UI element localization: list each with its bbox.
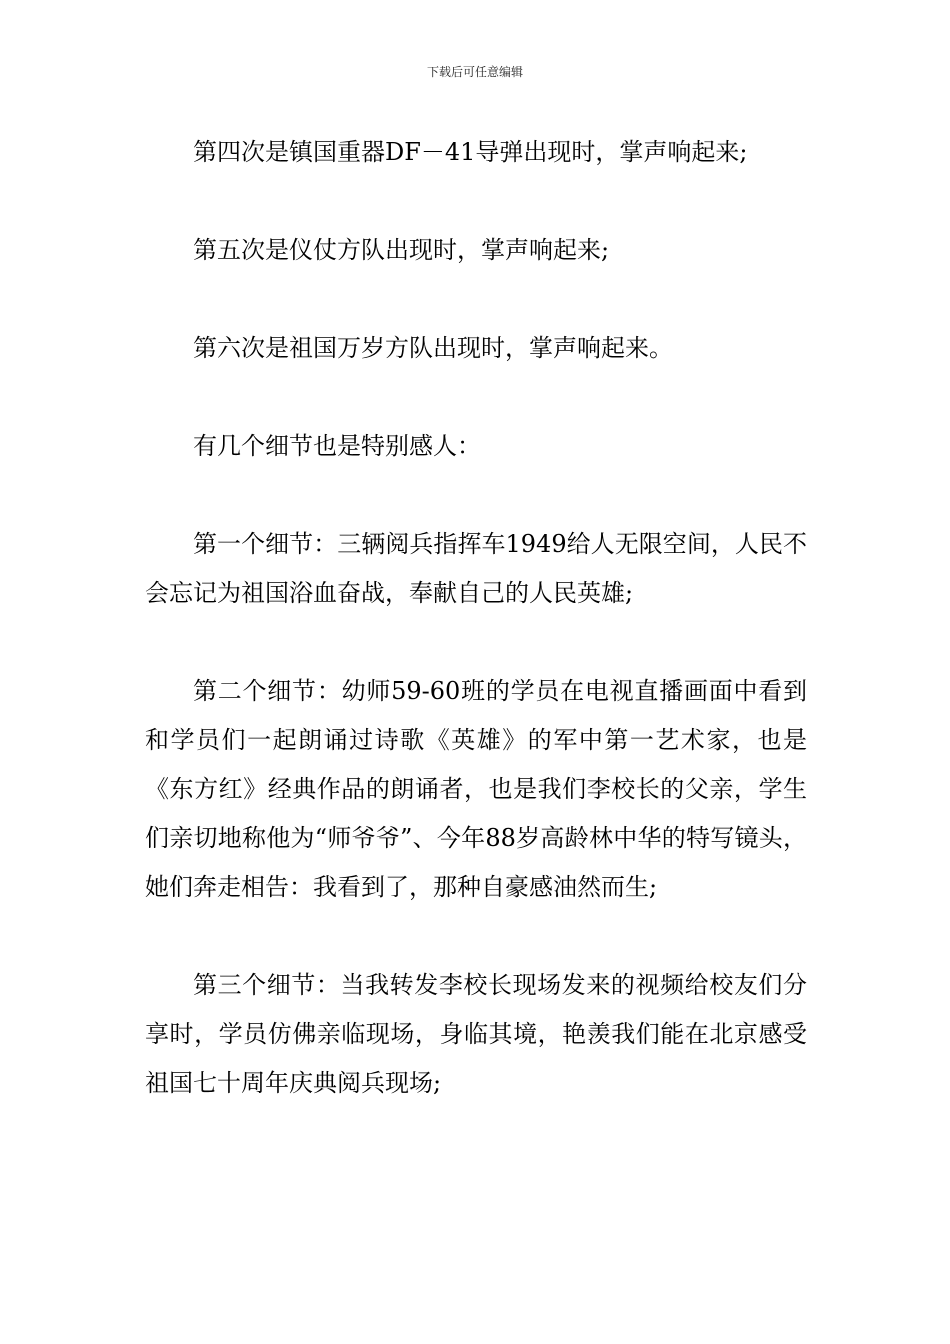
paragraph: 第五次是仪仗方队出现时，掌声响起来; <box>193 236 610 264</box>
page-header: 下载后可任意编辑 <box>426 65 523 79</box>
paragraph: 第一个细节：三辆阅兵指挥车1949给人无限空间，人民不会忘记为祖国浴血奋战，奉献自己的人民英雄; <box>145 530 807 607</box>
paragraph: 第二个细节：幼师59-60班的学员在电视直播画面中看到和学员们一起朗诵过诗歌《英雄》的军中第一艺术家，也是《东方红》经典作品的朗诵者，也是我们李校长的父亲，学生们亲切地称他为“师爷爷”、今年88岁高龄林中华的特写镜头，她们奔走相告：我看到了，那种自豪感油然而生; <box>145 677 807 901</box>
document-body <box>145 128 807 1157</box>
paragraph: 第六次是祖国万岁方队出现时，掌声响起来。 <box>193 334 673 362</box>
paragraph: 有几个细节也是特别感人： <box>193 432 481 460</box>
paragraph: 第四次是镇国重器DF－41导弹出现时，掌声响起来; <box>193 138 748 166</box>
paragraph: 第三个细节：当我转发李校长现场发来的视频给校友们分享时，学员仿佛亲临现场，身临其境，艳羡我们能在北京感受祖国七十周年庆典阅兵现场; <box>145 971 807 1097</box>
